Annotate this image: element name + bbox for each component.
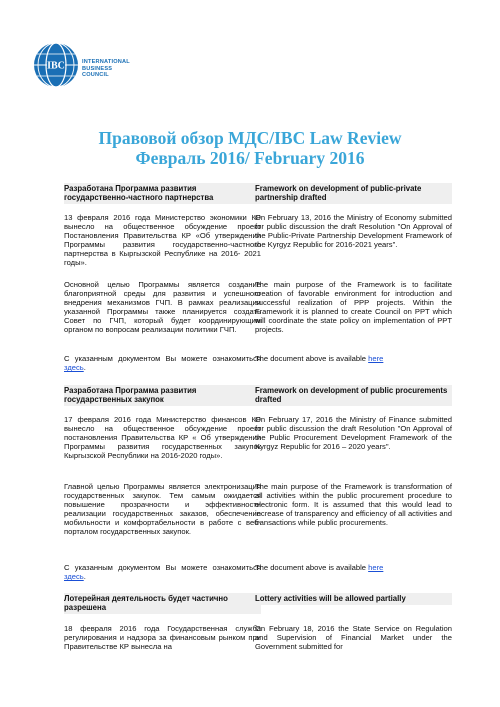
section-2-ru-link-text: С указанным документом Вы можете ознакомиться — [64, 563, 261, 572]
section-1-ru-paragraph-1: 13 февраля 2016 года Министерство экономики КР вынесло на общественное обсуждение проект Постановления Правительства КР «Об утверждении Программы развития государственно-частного партнерства в Кыргызской Республике на 2016- 2021 годы». — [64, 213, 261, 268]
section-1-en-heading: Framework on development of public-private partnership drafted — [255, 183, 452, 204]
section-1-en-paragraph-2: The main purpose of the Framework is to facilitate creation of favorable environment for introduction and successful realization of PPP projects. Within the Framework it is planned to create Council on PPT which will coordinate the state policy on implementation of PPT projects. — [255, 280, 452, 335]
logo-text-line-1: INTERNATIONAL — [82, 59, 130, 65]
section-2-ru-paragraph-2: Главной целью Программы является электронизация государственных закупок. Тем самым ожидается повышение прозрачности и эффективности реализации государственных заказов, обеспечение мобильности и комфортабельности в работе с веб-порталом государственных закупок. — [64, 482, 261, 537]
section-1-ru-paragraph-2: Основной целью Программы является создание благоприятной среды для развития и успешного внедрения механизмов ГЧП. В рамках реализации указанной Программы также планируется создать Совет по ГЧП, который будет координирующим органом по вопросам реализации политики ГЧП. — [64, 280, 261, 335]
logo-text-line-2: BUSINESS — [82, 65, 113, 72]
section-3-ru-heading: Лотерейная деятельность будет частично разрешена — [64, 593, 261, 614]
ibc-globe-logo-icon — [33, 42, 79, 88]
section-1-en-link-line — [255, 354, 452, 363]
section-2-ru-link-line: С указанным документом Вы можете ознакомиться здесь. — [64, 563, 261, 582]
section-2-en-link-text: The document above is available — [255, 563, 369, 572]
page-title-line-2: Февраль 2016/ February 2016 — [135, 148, 365, 168]
section-2-en-paragraph-2: The main purpose of the Framework is transformation of all activities within the public procurement procedure to electronic form. It is assumed that this would lead to increase of transparency and efficiency of all activities and transactions while public procurements. — [255, 482, 452, 528]
section-2-en-link-line — [255, 563, 452, 572]
section-1-en-paragraph-1: On February 13, 2016 the Ministry of Economy submitted for public discussion the draft Resolution "On Approval of the Public-Private Partnership Development Framework of the Kyrgyz Republic for 2016-2021 years". — [255, 213, 452, 250]
section-2-ru-heading: Разработана Программа развития государственных закупок — [64, 385, 261, 406]
section-1-ru-link-line: С указанным документом Вы можете ознакомиться здесь. — [64, 354, 261, 373]
section-2-en-paragraph-1: On February 17, 2016 the Ministry of Finance submitted for public discussion the draft Resolution "On Approval of the Public Procurement Development Framework of the Kyrgyz Republic for 2016 – 2020 years". — [255, 415, 452, 452]
section-2-en-heading: Framework on development of public procurements drafted — [255, 385, 452, 406]
logo-monogram: IBC — [47, 60, 65, 72]
logo-wordmark — [82, 59, 130, 79]
logo-text-line-3: COUNCIL — [82, 72, 109, 79]
section-1-en-link[interactable]: here — [368, 354, 384, 363]
section-2-ru-paragraph-1: 17 февраля 2016 года Министерство финансов КР вынесло на общественное обсуждение проект постановления Правительства КР « Об утверждении Программы развития государственных закупок Кыргызской Республики на 2016-2020 годы». — [64, 415, 261, 461]
section-1-en-link-text: The document above is available — [255, 354, 369, 363]
section-1-ru-heading: Разработана Программа развития государственно-частного партнерства — [64, 183, 261, 204]
section-3-en-paragraph-1: On February 18, 2016 the State Service on Regulation and Supervision of Financial Market under the Government submitted for — [255, 624, 452, 652]
section-3-en-heading: Lottery activities will be allowed partially — [255, 593, 452, 605]
page-title-line-1: Правовой обзор МДС/IBC Law Review — [98, 128, 402, 148]
section-2-en-link[interactable]: here — [368, 563, 384, 572]
section-2-ru-link[interactable]: здесь — [64, 572, 84, 582]
section-3-ru-paragraph-1: 18 февраля 2016 года Государственная служба регулирования и надзора за финансовым рынком при Правительстве КР вынесла на — [64, 624, 261, 652]
section-1-ru-link[interactable]: здесь — [64, 363, 84, 373]
section-1-ru-link-text: С указанным документом Вы можете ознакомиться — [64, 354, 261, 363]
